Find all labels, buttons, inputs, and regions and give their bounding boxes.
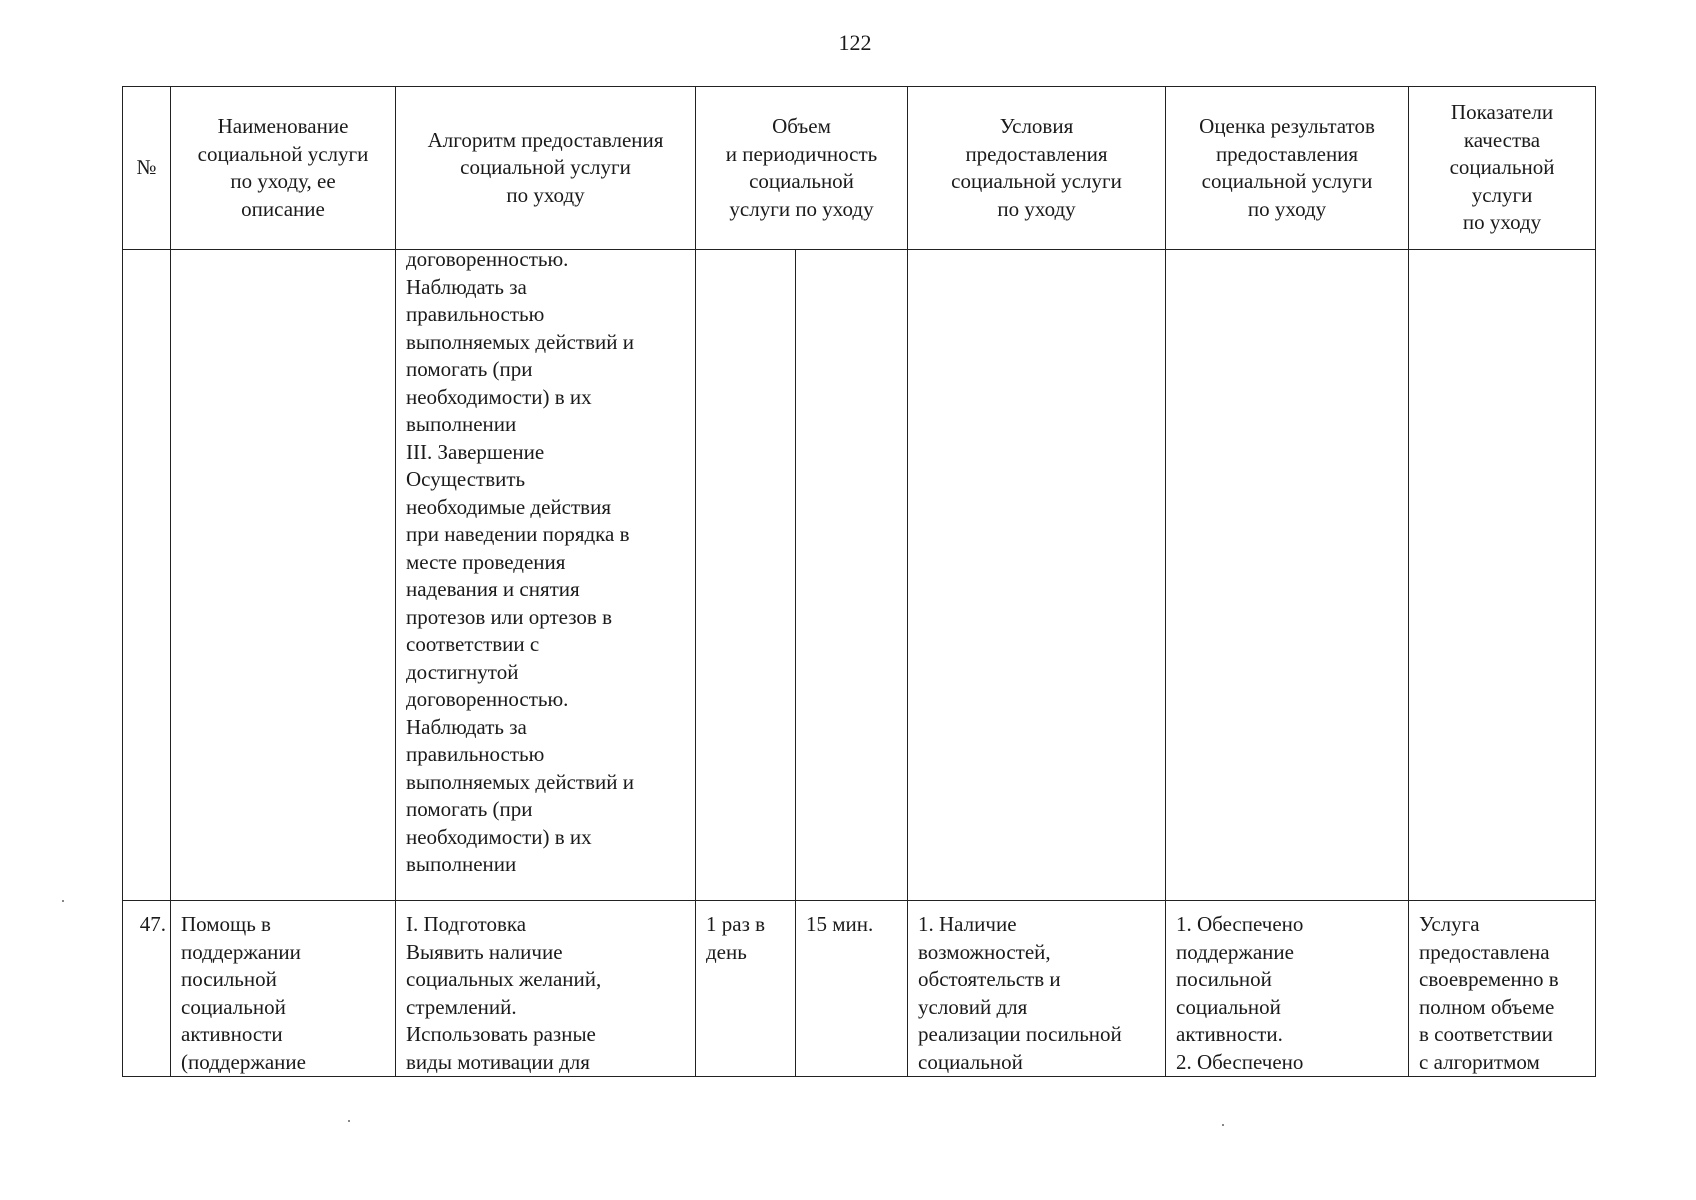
scan-speck	[62, 900, 64, 902]
cell-name-47	[171, 901, 396, 1077]
cell-conditions-empty	[908, 250, 1166, 901]
service-algorithm: I. Подготовка Выявить наличие социальных желаний, стремлений. Использовать разные виды мотивации для	[406, 912, 602, 1074]
service-name: Помощь в поддержании посильной социальной активности (поддержание	[181, 912, 306, 1074]
header-conditions: Условия предоставления социальной услуги по уходу	[908, 87, 1166, 250]
cell-duration-empty	[796, 250, 908, 901]
cell-num-47	[123, 901, 171, 1077]
scan-speck	[1222, 1124, 1224, 1126]
cell-algorithm-47	[396, 901, 696, 1077]
scan-speck	[348, 1120, 350, 1122]
cell-periodicity-47	[696, 901, 796, 1077]
header-name: Наименование социальной услуги по уходу, ее описание	[171, 87, 396, 250]
cell-duration-47	[796, 901, 908, 1077]
table-row-47	[123, 901, 1596, 1077]
cell-conditions-47	[908, 901, 1166, 1077]
cell-periodicity-empty	[696, 250, 796, 901]
header-num: №	[123, 87, 171, 250]
header-volume: Объем и периодичность социальной услуги по уходу	[696, 87, 908, 250]
service-periodicity: 1 раз в день	[706, 912, 766, 964]
service-conditions: 1. Наличие возможностей, обстоятельств и условий для реализации посильной социальной	[918, 912, 1122, 1074]
row-number: 47.	[139, 912, 166, 936]
cell-algorithm-continuation	[396, 250, 696, 901]
header-quality: Показатели качества социальной услуги по уходу	[1409, 87, 1596, 250]
header-row	[123, 87, 1596, 250]
cell-name-empty	[171, 250, 396, 901]
algorithm-continuation-text: договоренностью. Наблюдать за правильностью выполняемых действий и помогать (при необходимости) в их выполнении III. Завершение Осуществить необходимые действия при наведении порядка в месте проведения надевания и снятия протезов или ортезов в соответствии с достигнутой договоренностью. Наблюдать за правильностью выполняемых действий и помогать (при необходимости) в их выполнении	[406, 249, 634, 876]
cell-evaluation-47	[1166, 901, 1409, 1077]
table-row-continuation	[123, 250, 1596, 901]
service-quality: Услуга предоставлена своевременно в полном объеме в соответствии с алгоритмом	[1419, 912, 1559, 1074]
service-evaluation: 1. Обеспечено поддержание посильной социальной активности. 2. Обеспечено	[1176, 912, 1304, 1074]
cell-evaluation-empty	[1166, 250, 1409, 901]
cell-num-empty	[123, 250, 171, 901]
cell-quality-empty	[1409, 250, 1596, 901]
cell-quality-47	[1409, 901, 1596, 1077]
header-evaluation: Оценка результатов предоставления социальной услуги по уходу	[1166, 87, 1409, 250]
services-table	[122, 86, 1595, 1077]
header-algorithm: Алгоритм предоставления социальной услуги по уходу	[396, 87, 696, 250]
page-number: 122	[838, 30, 872, 55]
service-duration: 15 мин.	[806, 912, 874, 936]
